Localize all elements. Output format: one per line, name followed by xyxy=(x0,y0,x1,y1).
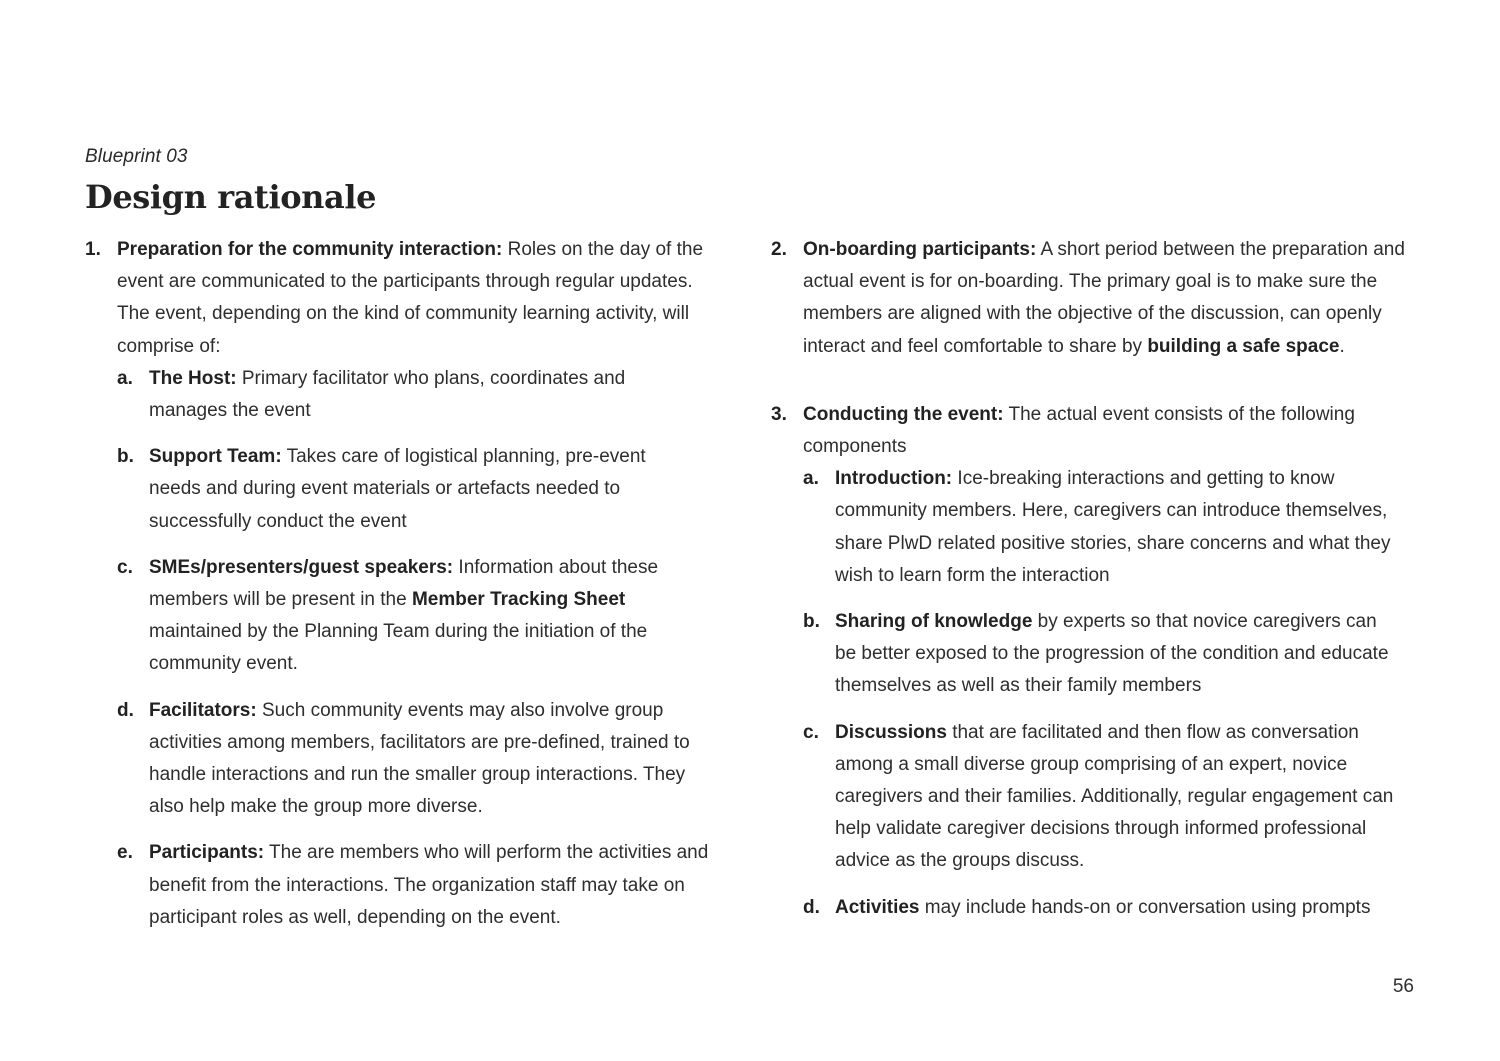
sub-text: The are members who will perform the activities and benefit from the interactions. The organization staff may take on participant roles as well, depending on the event. xyxy=(149,842,709,928)
item-text: The actual event consists of the following components xyxy=(803,403,1355,458)
sub-body xyxy=(149,363,689,427)
sub-text: by experts so that novice caregivers can be better exposed to the progression of the condition and educate themselves as well as their family members xyxy=(835,611,1389,697)
sub-item-smes xyxy=(117,552,725,681)
sub-heading: Introduction: xyxy=(835,468,953,490)
item-number: 2. xyxy=(771,239,787,260)
left-column xyxy=(85,234,725,934)
member-tracking-sheet: Member Tracking Sheet xyxy=(411,589,626,611)
right-column xyxy=(771,234,1421,924)
sub-letter: d. xyxy=(117,699,134,721)
safe-space-text: building a safe space xyxy=(1147,335,1340,357)
sub-text: Primary facilitator who plans, coordinates and manages the event xyxy=(149,367,626,422)
item-text-end: . xyxy=(1339,335,1345,357)
item-heading: Preparation for the community interaction: xyxy=(117,239,503,260)
sub-body xyxy=(835,606,1395,703)
sub-text-after: maintained by the Planning Team during the initiation of the community event. xyxy=(149,621,648,675)
page-title: Design rationale xyxy=(85,178,377,216)
list-item-preparation xyxy=(85,234,725,934)
sub-heading: SMEs/presenters/guest speakers: xyxy=(149,556,454,578)
sub-heading: Support Team: xyxy=(149,446,282,468)
item-body xyxy=(117,234,717,363)
sub-item-sharing-knowledge xyxy=(803,606,1421,703)
page-number: 56 xyxy=(1392,976,1414,997)
item-number: 3. xyxy=(771,403,787,425)
section-eyebrow: Blueprint 03 xyxy=(85,146,188,167)
sub-letter: c. xyxy=(803,721,819,743)
sub-item-facilitators xyxy=(117,695,725,824)
sub-letter: b. xyxy=(117,446,134,468)
item-heading: Conducting the event: xyxy=(803,403,1004,425)
sub-body xyxy=(835,717,1405,878)
sub-item-support-team xyxy=(117,441,725,538)
sub-body xyxy=(149,837,719,934)
sub-text: Takes care of logistical planning, pre-event needs and during event materials or artefacts needed to successfully conduct the event xyxy=(149,446,646,532)
item-number: 1. xyxy=(85,239,101,260)
item-heading: On-boarding participants: xyxy=(803,239,1037,260)
sub-heading: Facilitators: xyxy=(149,699,257,721)
sub-letter: a. xyxy=(803,468,819,490)
sub-heading: Participants: xyxy=(149,842,265,864)
sub-letter: e. xyxy=(117,842,133,864)
sub-heading: Sharing of knowledge xyxy=(835,611,1033,633)
item-body xyxy=(803,399,1403,463)
list-item-onboarding xyxy=(771,234,1421,363)
sub-heading: The Host: xyxy=(149,367,237,389)
sub-letter: d. xyxy=(803,896,820,918)
item-body xyxy=(803,234,1408,363)
item-text: Roles on the day of the event are communicated to the participants through regular updates. The event, depending on the kind of community learning activity, will comprise of: xyxy=(117,239,704,357)
sub-body xyxy=(149,552,699,681)
sub-text: Such community events may also involve group activities among members, facilitators are pre-defined, trained to handle interactions and run the smaller group interactions. They also help make the group more diverse. xyxy=(149,699,690,818)
item-text: A short period between the preparation and actual event is for on-boarding. The primary goal is to make sure the members are aligned with the objective of the discussion, can openly interact and feel comfortable to share by xyxy=(803,239,1405,357)
sub-text-before: Information about these members will be present in the xyxy=(149,556,659,611)
sub-letter: c. xyxy=(117,556,133,578)
sub-letter: a. xyxy=(117,367,133,389)
sub-item-introduction xyxy=(803,463,1421,592)
sub-text: may include hands-on or conversation using prompts xyxy=(919,896,1371,918)
sub-body xyxy=(149,695,724,824)
sub-item-participants xyxy=(117,837,725,934)
sub-text: Ice-breaking interactions and getting to know community members. Here, caregivers can introduce themselves, share PlwD related positive stories, share concerns and what they wish to learn form the interaction xyxy=(835,468,1391,586)
sub-heading: Discussions xyxy=(835,721,947,743)
sub-body xyxy=(835,892,1425,924)
sub-item-activities xyxy=(803,892,1421,924)
sub-letter: b. xyxy=(803,611,820,633)
sub-item-discussions xyxy=(803,717,1421,878)
sub-heading: Activities xyxy=(835,896,920,918)
list-item-conducting xyxy=(771,399,1421,924)
sub-item-host xyxy=(117,363,725,427)
sub-body xyxy=(835,463,1410,592)
sub-body xyxy=(149,441,689,538)
sub-text: that are facilitated and then flow as conversation among a small diverse group comprising of an expert, novice caregivers and their families. Additionally, regular engagement can help validate caregiver decisions through informed professional advice as the groups discuss. xyxy=(835,721,1394,872)
